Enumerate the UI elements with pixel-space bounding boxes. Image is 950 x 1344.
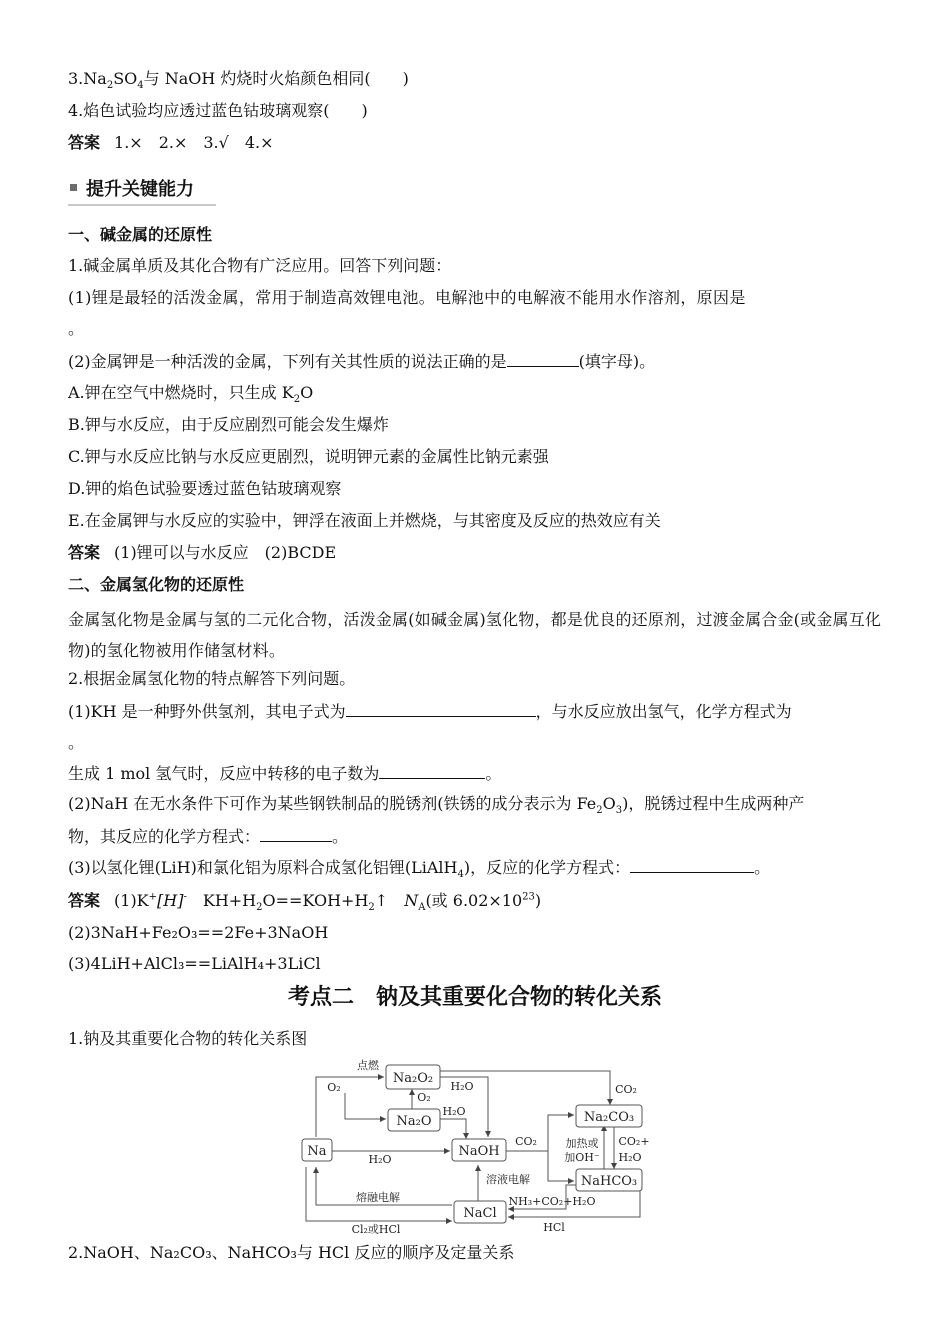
conversion-diagram: [300, 1055, 650, 1235]
label-add-oh: 加OH⁻: [564, 1151, 600, 1164]
node-naoh: NaOH: [458, 1144, 500, 1159]
label-nh3: NH₃+CO₂+H₂O: [508, 1195, 596, 1208]
answer-2: 答案 (1)锂可以与水反应 (2)BCDE: [68, 543, 337, 562]
label-co2-top: CO₂: [615, 1083, 637, 1096]
topic-item-1: 1.钠及其重要化合物的转化关系图: [68, 1029, 308, 1048]
label-ronghe: 熔融电解: [356, 1191, 400, 1204]
part2-q1-end: 。: [68, 733, 85, 752]
arrow-na2o-naoh: [440, 1119, 466, 1139]
question-3: $3.Na_2SO_4$与 NaOH 灼烧时火焰颜色相同( ): [68, 69, 409, 92]
answer-3-line3: (3)4LiH+AlCl₃==LiAlH₄+3LiCl: [68, 954, 321, 973]
node-na2o2: Na₂O₂: [392, 1071, 434, 1086]
arrow-na-na2o2: [316, 1077, 384, 1137]
part1-intro: 1.碱金属单质及其化合物有广泛应用。回答下列问题：: [68, 256, 452, 275]
part2-intro: 金属氢化物是金属与氢的二元化合物，活泼金属(如碱金属)氢化物，都是优良的还原剂，过渡金属合金(或金属互化物)的氢化物被用作储氢材料。: [68, 610, 882, 660]
answer-1: 答案 1.× 2.× 3.√ 4.×: [68, 133, 274, 152]
label-heat: 加热或: [565, 1137, 599, 1150]
answer-blank[interactable]: [260, 825, 332, 842]
label-h2o-c: H₂O: [368, 1153, 392, 1166]
answer-blank[interactable]: [379, 762, 485, 779]
label-hcl: HCl: [543, 1221, 565, 1234]
label-h2o-d: H₂O: [618, 1151, 642, 1164]
section-header: [68, 174, 216, 206]
part1-q1-end: 。: [68, 319, 85, 338]
answer-label: 答案: [68, 891, 101, 910]
part1-title: 一、碱金属的还原性: [68, 225, 213, 244]
option-d: D.钾的焰色试验要透过蓝色钴玻璃观察: [68, 479, 342, 498]
answer-label: 答案: [68, 133, 101, 152]
option-c: C.钾与水反应比钠与水反应更剧烈，说明钾元素的金属性比钠元素强: [68, 447, 549, 466]
part1-q2: (2)金属钾是一种活泼的金属，下列有关其性质的说法正确的是 (填字母)。: [68, 352, 656, 371]
section-title: 提升关键能力: [86, 179, 194, 200]
question-4: 4.焰色试验均应透过蓝色钴玻璃观察( ): [68, 101, 368, 120]
part2-q1: (1)KH 是一种野外供氢剂，其电子式为 ，与水反应放出氢气，化学方程式为: [68, 702, 792, 721]
node-nahco3: NaHCO₃: [580, 1174, 638, 1189]
label-o2-top: O₂: [327, 1081, 341, 1094]
label-co2-plus: CO₂+: [618, 1135, 650, 1148]
label-h2o-a: H₂O: [450, 1080, 474, 1093]
node-na2co3: Na₂CO₃: [583, 1110, 635, 1125]
square-bullet-icon: [70, 184, 77, 191]
part2-title: 二、金属氢化物的还原性: [68, 575, 245, 594]
label-h2o-b: H₂O: [442, 1105, 466, 1118]
answer-blank[interactable]: [630, 856, 754, 873]
answer-3-line1: 答案 (1)K+[H]- $KH+H_2O==KOH+H_2↑$ $N_A$(或 $6.02\times 10^{23}$): [68, 891, 542, 914]
option-e: E.在金属钾与水反应的实验中，钾浮在液面上并燃烧，与其密度及反应的热效应有关: [68, 511, 661, 530]
arrow-na-na2o: [345, 1093, 386, 1119]
part1-q1: (1)锂是最轻的活泼金属，常用于制造高效锂电池。电解池中的电解液不能用水作溶剂，原因是: [68, 288, 746, 307]
option-b: B.钾与水反应，由于反应剧烈可能会发生爆炸: [68, 415, 389, 434]
label-rongye: 溶液电解: [486, 1173, 530, 1186]
part2-q3: (3)以氢化锂(LiH)和氯化铝为原料合成氢化铝锂(LiAlH$_4$)，反应的化学方程式： 。: [68, 858, 771, 881]
node-na2o: Na₂O: [396, 1114, 432, 1129]
topic-title: 考点二 钠及其重要化合物的转化关系: [287, 985, 662, 1010]
option-a: A.钾在空气中燃烧时，只生成 $K_2O$: [68, 383, 314, 406]
label-co2-mid: CO₂: [515, 1135, 537, 1148]
node-na: Na: [307, 1144, 327, 1159]
label-o2-mid: O₂: [417, 1091, 431, 1104]
part2-question: 2.根据金属氢化物的特点解答下列问题。: [68, 669, 356, 688]
topic-item-2: 2.NaOH、Na₂CO₃、NaHCO₃与 HCl 反应的顺序及定量关系: [68, 1243, 515, 1262]
answer-blank[interactable]: [507, 350, 579, 367]
answer-blank[interactable]: [346, 700, 536, 717]
label-cl2: Cl₂或HCl: [351, 1223, 401, 1235]
part2-q1-electrons: 生成 1 mol 氢气时，反应中转移的电子数为 。: [68, 764, 502, 783]
part2-q2-cont: 物，其反应的化学方程式： 。: [68, 827, 349, 846]
label-dianran: 点燃: [357, 1059, 379, 1072]
node-nacl: NaCl: [463, 1206, 497, 1221]
answer-label: 答案: [68, 543, 101, 562]
part2-q2: (2)NaH 在无水条件下可作为某些钢铁制品的脱锈剂(铁锈的成分表示为 $Fe_2O_3$)，脱锈过程中生成两种产: [68, 794, 805, 817]
answer-3-line2: (2)3NaH+Fe₂O₃==2Fe+3NaOH: [68, 923, 329, 942]
